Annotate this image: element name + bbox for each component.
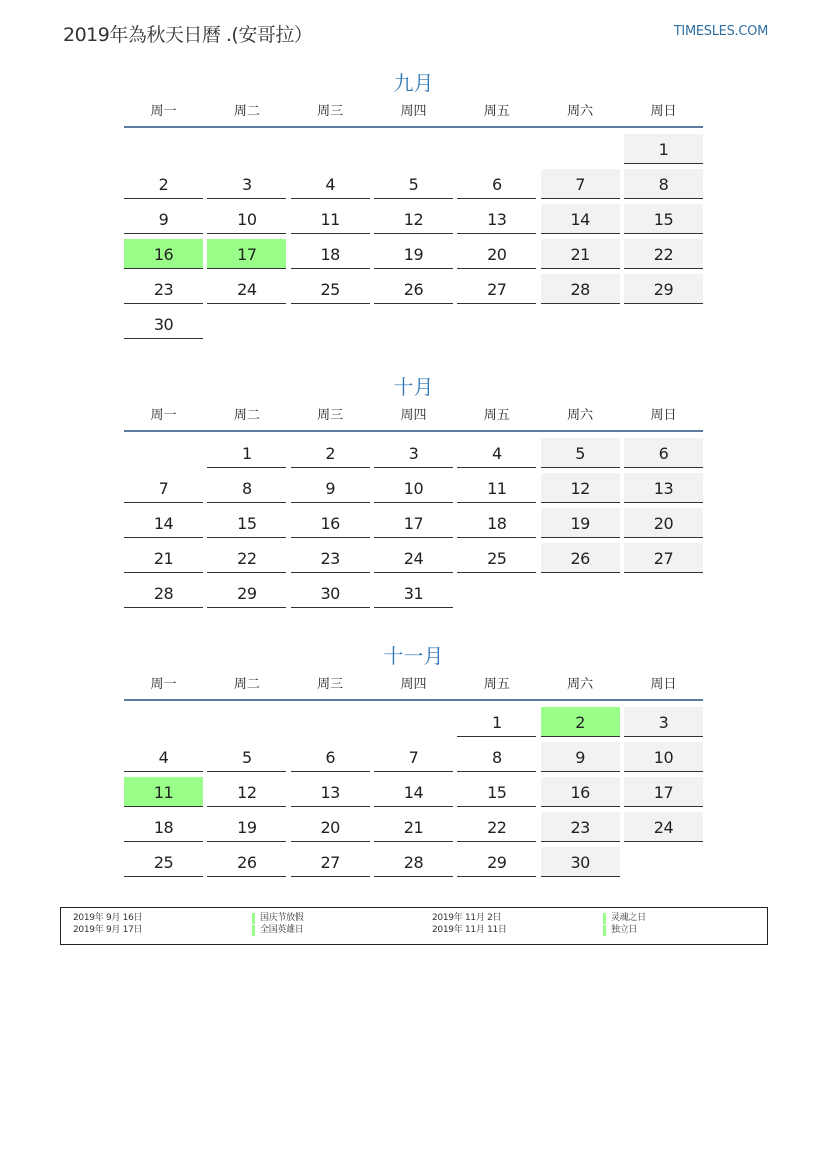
empty-cell <box>207 134 286 163</box>
day-cell: 28 <box>374 847 453 877</box>
day-cell: 21 <box>124 543 203 573</box>
day-cell: 17 <box>624 777 703 807</box>
holiday-marker <box>603 913 606 924</box>
weekday-label: 周一 <box>150 104 177 119</box>
month-block <box>124 372 703 608</box>
holiday-date: 2019年 11月 2日 <box>432 913 502 923</box>
holiday-marker <box>252 913 255 924</box>
month-title: 十一月 <box>383 644 444 668</box>
day-cell: 7 <box>541 169 620 199</box>
month-title: 十月 <box>393 375 434 399</box>
day-cell: 3 <box>624 707 703 737</box>
day-cell: 3 <box>207 169 286 199</box>
day-cell: 15 <box>624 204 703 234</box>
weekday-header <box>124 406 703 432</box>
day-cell: 23 <box>541 812 620 842</box>
day-cell: 6 <box>291 742 370 772</box>
holiday-name: 国庆节放假 <box>260 913 304 923</box>
day-cell: 11 <box>291 204 370 234</box>
day-cell: 9 <box>124 204 203 234</box>
day-cell: 6 <box>457 169 536 199</box>
day-cell: 5 <box>374 169 453 199</box>
weekday-label: 周二 <box>233 677 260 692</box>
page-title: 2019年為秋天日曆 .(安哥拉） <box>63 24 313 46</box>
day-cell: 29 <box>624 274 703 304</box>
day-cell: 29 <box>207 578 286 608</box>
empty-cell <box>374 134 453 163</box>
month-title: 九月 <box>393 71 434 95</box>
day-cell: 23 <box>124 274 203 304</box>
day-cell: 24 <box>207 274 286 304</box>
site-link[interactable]: TIMESLES.COM <box>673 24 768 39</box>
day-cell: 13 <box>624 473 703 503</box>
weekday-label: 周四 <box>400 677 427 692</box>
day-cell: 6 <box>624 438 703 468</box>
day-cell: 15 <box>207 508 286 538</box>
empty-cell <box>124 438 203 467</box>
day-cell: 24 <box>624 812 703 842</box>
day-cell: 20 <box>624 508 703 538</box>
day-cell: 2 <box>124 169 203 199</box>
empty-cell <box>207 707 286 736</box>
weekday-header <box>124 102 703 128</box>
month-block <box>124 68 703 339</box>
day-cell: 7 <box>374 742 453 772</box>
day-cell: 16 <box>124 239 203 269</box>
day-cell: 8 <box>207 473 286 503</box>
day-cell: 12 <box>207 777 286 807</box>
day-cell: 26 <box>207 847 286 877</box>
day-cell: 13 <box>291 777 370 807</box>
day-cell: 5 <box>207 742 286 772</box>
weekday-label: 周二 <box>233 408 260 423</box>
holiday-date: 2019年 9月 16日 <box>73 913 143 923</box>
day-cell: 8 <box>457 742 536 772</box>
weekday-label: 周六 <box>567 408 594 423</box>
holiday-legend <box>60 907 768 945</box>
day-cell: 12 <box>374 204 453 234</box>
day-cell: 10 <box>624 742 703 772</box>
weekday-label: 周五 <box>483 104 510 119</box>
day-cell: 4 <box>291 169 370 199</box>
holiday-name: 全国英雄日 <box>260 925 304 935</box>
day-cell: 30 <box>541 847 620 877</box>
weekday-label: 周一 <box>150 677 177 692</box>
day-cell: 28 <box>124 578 203 608</box>
day-grid <box>124 134 703 339</box>
day-cell: 19 <box>207 812 286 842</box>
day-cell: 28 <box>541 274 620 304</box>
holiday-date: 2019年 11月 11日 <box>432 925 507 935</box>
weekday-label: 周日 <box>650 104 677 119</box>
day-cell: 2 <box>291 438 370 468</box>
day-cell: 12 <box>541 473 620 503</box>
day-cell: 17 <box>374 508 453 538</box>
day-cell: 18 <box>124 812 203 842</box>
weekday-label: 周三 <box>317 677 344 692</box>
day-cell: 31 <box>374 578 453 608</box>
weekday-label: 周五 <box>483 408 510 423</box>
weekday-label: 周一 <box>150 408 177 423</box>
day-cell: 9 <box>541 742 620 772</box>
day-grid <box>124 438 703 608</box>
day-cell: 10 <box>374 473 453 503</box>
day-cell: 22 <box>624 239 703 269</box>
weekday-label: 周日 <box>650 677 677 692</box>
day-cell: 13 <box>457 204 536 234</box>
day-cell: 22 <box>457 812 536 842</box>
holiday-marker <box>603 925 606 936</box>
day-cell: 27 <box>291 847 370 877</box>
day-cell: 15 <box>457 777 536 807</box>
weekday-label: 周六 <box>567 677 594 692</box>
day-cell: 11 <box>457 473 536 503</box>
weekday-label: 周四 <box>400 408 427 423</box>
empty-cell <box>374 707 453 736</box>
day-cell: 25 <box>124 847 203 877</box>
holiday-name: 灵魂之日 <box>611 913 646 923</box>
weekday-label: 周五 <box>483 677 510 692</box>
day-cell: 24 <box>374 543 453 573</box>
day-cell: 20 <box>291 812 370 842</box>
day-cell: 25 <box>457 543 536 573</box>
day-cell: 4 <box>124 742 203 772</box>
day-cell: 10 <box>207 204 286 234</box>
day-cell: 20 <box>457 239 536 269</box>
day-cell: 3 <box>374 438 453 468</box>
month-block <box>124 641 703 877</box>
day-cell: 16 <box>291 508 370 538</box>
day-cell: 16 <box>541 777 620 807</box>
holiday-marker <box>252 925 255 936</box>
day-cell: 19 <box>374 239 453 269</box>
empty-cell <box>291 707 370 736</box>
day-cell: 9 <box>291 473 370 503</box>
day-cell: 1 <box>457 707 536 737</box>
holiday-date: 2019年 9月 17日 <box>73 925 143 935</box>
day-cell: 29 <box>457 847 536 877</box>
day-grid <box>124 707 703 877</box>
day-cell: 19 <box>541 508 620 538</box>
weekday-label: 周二 <box>233 104 260 119</box>
day-cell: 14 <box>124 508 203 538</box>
empty-cell <box>124 707 203 736</box>
weekday-label: 周六 <box>567 104 594 119</box>
day-cell: 21 <box>374 812 453 842</box>
day-cell: 5 <box>541 438 620 468</box>
day-cell: 7 <box>124 473 203 503</box>
empty-cell <box>291 134 370 163</box>
day-cell: 22 <box>207 543 286 573</box>
day-cell: 27 <box>624 543 703 573</box>
day-cell: 14 <box>374 777 453 807</box>
weekday-label: 周四 <box>400 104 427 119</box>
day-cell: 25 <box>291 274 370 304</box>
holiday-name: 独立日 <box>611 925 638 935</box>
day-cell: 2 <box>541 707 620 737</box>
day-cell: 21 <box>541 239 620 269</box>
weekday-label: 周日 <box>650 408 677 423</box>
day-cell: 8 <box>624 169 703 199</box>
day-cell: 1 <box>624 134 703 164</box>
day-cell: 23 <box>291 543 370 573</box>
day-cell: 1 <box>207 438 286 468</box>
weekday-header <box>124 675 703 701</box>
day-cell: 30 <box>291 578 370 608</box>
day-cell: 27 <box>457 274 536 304</box>
empty-cell <box>457 134 536 163</box>
empty-cell <box>541 134 620 163</box>
day-cell: 30 <box>124 309 203 339</box>
day-cell: 17 <box>207 239 286 269</box>
day-cell: 4 <box>457 438 536 468</box>
day-cell: 11 <box>124 777 203 807</box>
day-cell: 18 <box>457 508 536 538</box>
day-cell: 18 <box>291 239 370 269</box>
day-cell: 14 <box>541 204 620 234</box>
weekday-label: 周三 <box>317 104 344 119</box>
day-cell: 26 <box>374 274 453 304</box>
empty-cell <box>124 134 203 163</box>
weekday-label: 周三 <box>317 408 344 423</box>
day-cell: 26 <box>541 543 620 573</box>
